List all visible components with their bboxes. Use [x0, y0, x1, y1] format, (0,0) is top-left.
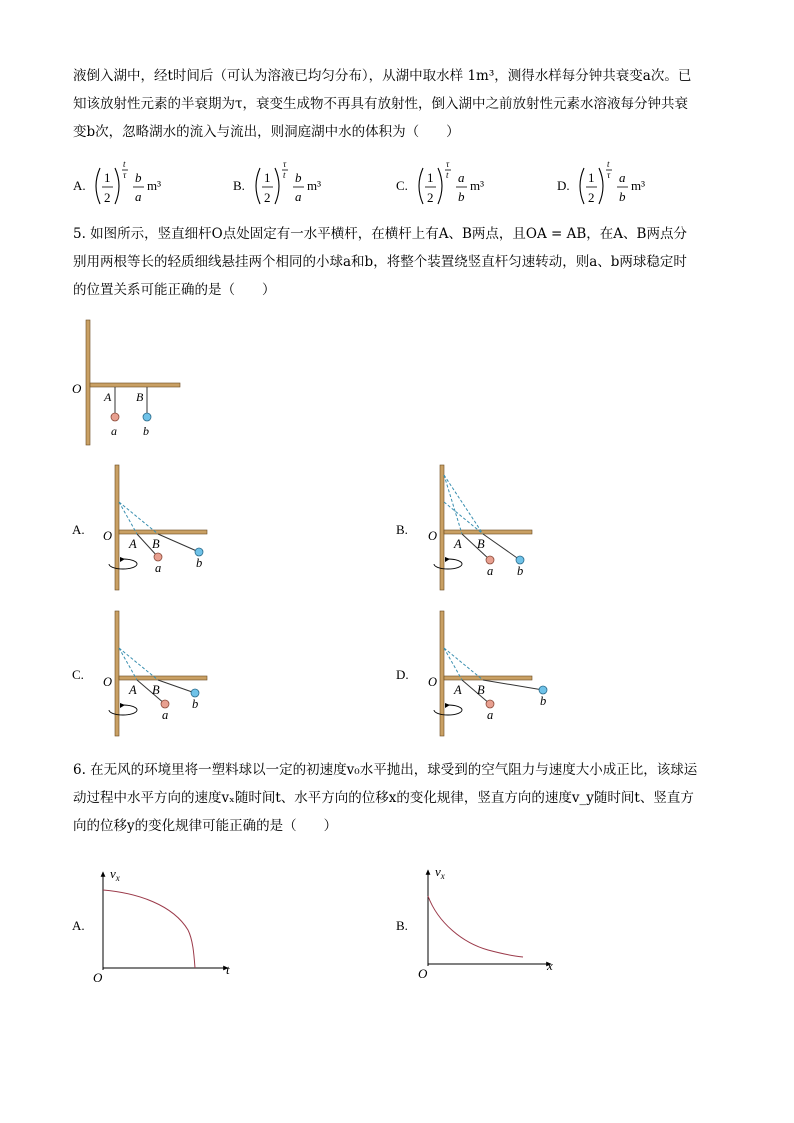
- q6-option-A-label[interactable]: A.: [72, 918, 85, 933]
- half-num: 1: [104, 170, 111, 185]
- horizontal-rod: [119, 676, 207, 680]
- dashed-line-a: [119, 648, 137, 680]
- rotation-arrowhead: [445, 557, 450, 562]
- q6-option-B-label[interactable]: B.: [396, 918, 408, 933]
- rotation-arrowhead: [120, 557, 125, 562]
- vertical-rod: [440, 611, 444, 736]
- q5-option-A-figure[interactable]: [85, 460, 225, 595]
- label-O: O: [103, 675, 113, 689]
- label-A: A: [129, 537, 137, 551]
- ball-b: [539, 686, 547, 694]
- label-A: A: [104, 390, 112, 404]
- frac-num: a: [619, 170, 626, 185]
- q4-option-A[interactable]: [73, 159, 161, 205]
- label-B: B: [152, 537, 160, 551]
- unit: m³: [307, 178, 322, 193]
- q5-option-B-figure[interactable]: [410, 460, 550, 595]
- rotation-arrow: [434, 559, 462, 569]
- label-O: O: [428, 675, 438, 689]
- ball-b: [191, 689, 199, 697]
- frac-num: b: [135, 170, 142, 185]
- label-O: O: [428, 529, 438, 543]
- q5-option-C-figure[interactable]: [85, 606, 225, 741]
- curve: [428, 896, 523, 957]
- q4-options: [0, 158, 794, 218]
- right-paren: [115, 168, 119, 204]
- q5-option-B-label[interactable]: B.: [396, 522, 408, 537]
- q5-line-3: 的位置关系可能正确的是（ ）: [73, 282, 276, 298]
- q6-graph-B[interactable]: [413, 858, 573, 983]
- label-B: B: [152, 683, 160, 697]
- string-a: [462, 534, 490, 560]
- label-a: a: [111, 424, 117, 438]
- vertical-rod: [86, 320, 90, 445]
- label-A: A: [129, 683, 137, 697]
- half-num: 1: [427, 170, 434, 185]
- half-num: 1: [588, 170, 595, 185]
- graph-A-xlabel: t: [226, 962, 230, 977]
- option-label: B.: [233, 178, 245, 193]
- left-paren: [96, 168, 100, 204]
- left-paren: [419, 168, 423, 204]
- dashed-line-a: [444, 648, 462, 680]
- label-a: a: [487, 708, 494, 722]
- string-b: [158, 680, 195, 693]
- frac-den: b: [458, 189, 465, 204]
- rotation-arrow: [434, 705, 462, 715]
- dashed-line-a: [119, 502, 137, 534]
- dashed-line-b: [444, 648, 483, 680]
- q5-option-C-label[interactable]: C.: [72, 667, 84, 682]
- frac-num: a: [458, 170, 465, 185]
- string-a: [462, 680, 490, 704]
- dashed-line-b2: [444, 475, 483, 534]
- half-den: 2: [427, 190, 434, 205]
- exp-num: τ: [446, 159, 450, 169]
- label-A: A: [454, 683, 462, 697]
- q5-option-A-label[interactable]: A.: [72, 522, 85, 537]
- dashed-line-b: [119, 502, 158, 534]
- q5-stem: [73, 220, 733, 304]
- q4-line-2: 知该放射性元素的半衰期为τ，衰变生成物不再具有放射性，倒入湖中之前放射性元素水溶液每分钟共衰: [73, 96, 688, 112]
- frac-den: a: [295, 189, 302, 204]
- graph-B-ylabel: $v_x$: [435, 864, 445, 881]
- rotation-arrow: [109, 559, 137, 569]
- string-b: [158, 534, 199, 552]
- q6-graph-A[interactable]: [88, 860, 248, 985]
- ball-b: [195, 548, 203, 556]
- exp-num: t: [607, 159, 610, 169]
- label-O: O: [103, 529, 113, 543]
- rotation-arrowhead: [445, 703, 450, 708]
- half-den: 2: [264, 190, 271, 205]
- string-a: [137, 680, 165, 704]
- label-B: B: [136, 390, 144, 404]
- q5-option-D-label[interactable]: D.: [396, 667, 409, 682]
- half-num: 1: [264, 170, 271, 185]
- option-label: C.: [396, 178, 408, 193]
- graph-A-origin: O: [93, 970, 103, 985]
- string-b: [483, 680, 543, 690]
- exp-num: τ: [283, 159, 287, 169]
- exp-den: t: [446, 170, 449, 180]
- ball-a: [111, 413, 119, 421]
- exp-den: t: [283, 170, 286, 180]
- exp-den: τ: [607, 170, 611, 180]
- label-a: a: [155, 561, 162, 575]
- curve: [103, 890, 195, 968]
- vertical-rod: [440, 465, 444, 590]
- half-den: 2: [104, 190, 111, 205]
- q5-option-D-figure[interactable]: [410, 606, 550, 741]
- label-b: b: [540, 694, 547, 708]
- label-A: A: [454, 537, 462, 551]
- vertical-rod: [115, 465, 119, 590]
- horizontal-rod: [444, 676, 532, 680]
- label-B: B: [477, 683, 485, 697]
- q4-option-B[interactable]: [233, 159, 321, 205]
- q4-stem: [73, 62, 733, 146]
- q4-line-3: 变b次，忽略湖水的流入与流出，则洞庭湖中水的体积为（ ）: [73, 124, 460, 140]
- horizontal-rod: [444, 530, 532, 534]
- ball-a: [486, 700, 494, 708]
- label-O: O: [72, 381, 82, 396]
- q6-line-2: 动过程中水平方向的速度vₓ随时间t、水平方向的位移x的变化规律，竖直方向的速度v_y随时间t、竖直方: [73, 790, 694, 806]
- q6-stem: [73, 756, 753, 840]
- q5-line-1: 5. 如图所示，竖直细杆O点处固定有一水平横杆，在横杆上有A、B两点，且OA = AB，在A、B两点分: [73, 226, 687, 242]
- q4-option-D[interactable]: [557, 159, 645, 205]
- ball-a: [486, 556, 494, 564]
- q5-main-figure: [60, 315, 200, 450]
- half-den: 2: [588, 190, 595, 205]
- rotation-arrow: [109, 705, 137, 715]
- label-a: a: [487, 564, 494, 578]
- ball-a: [161, 700, 169, 708]
- dashed-line-b: [444, 502, 483, 534]
- label-b: b: [143, 424, 149, 438]
- label-b: b: [517, 564, 524, 578]
- q6-line-1: 6. 在无风的环境里将一塑料球以一定的初速度v₀水平抛出，球受到的空气阻力与速度大小成正比，该球运: [73, 762, 698, 778]
- right-paren: [275, 168, 279, 204]
- label-b: b: [192, 697, 199, 711]
- frac-den: b: [619, 189, 626, 204]
- label-a: a: [162, 708, 169, 722]
- right-paren: [599, 168, 603, 204]
- ball-b: [143, 413, 151, 421]
- label-b: b: [196, 556, 203, 570]
- graph-B-xlabel: x: [547, 958, 553, 973]
- exp-num: t: [123, 159, 126, 169]
- option-label: A.: [73, 178, 86, 193]
- option-label: D.: [557, 178, 570, 193]
- unit: m³: [147, 178, 162, 193]
- vertical-rod: [115, 611, 119, 736]
- ball-b: [516, 556, 524, 564]
- frac-den: a: [135, 189, 142, 204]
- dashed-line-a: [444, 475, 462, 534]
- q4-line-1: 液倒入湖中，经t时间后（可认为溶液已均匀分布），从湖中取水样 1m³，测得水样每分钟共衰变a次。已: [73, 68, 692, 84]
- unit: m³: [631, 178, 646, 193]
- graph-B-origin: O: [418, 966, 428, 981]
- label-B: B: [477, 537, 485, 551]
- q6-line-3: 向的位移y的变化规律可能正确的是（ ）: [73, 818, 338, 834]
- horizontal-rod: [90, 383, 180, 387]
- exp-den: τ: [123, 170, 127, 180]
- q5-line-2: 别用两根等长的轻质细线悬挂两个相同的小球a和b，将整个装置绕竖直杆匀速转动，则a、b两球稳定时: [73, 254, 687, 270]
- frac-num: b: [295, 170, 302, 185]
- right-paren: [438, 168, 442, 204]
- unit: m³: [470, 178, 485, 193]
- graph-A-ylabel: $v_x$: [110, 866, 120, 883]
- rotation-arrowhead: [120, 703, 125, 708]
- left-paren: [580, 168, 584, 204]
- horizontal-rod: [119, 530, 207, 534]
- ball-a: [154, 553, 162, 561]
- dashed-line-b: [119, 648, 158, 680]
- q4-option-C[interactable]: [396, 159, 484, 205]
- left-paren: [256, 168, 260, 204]
